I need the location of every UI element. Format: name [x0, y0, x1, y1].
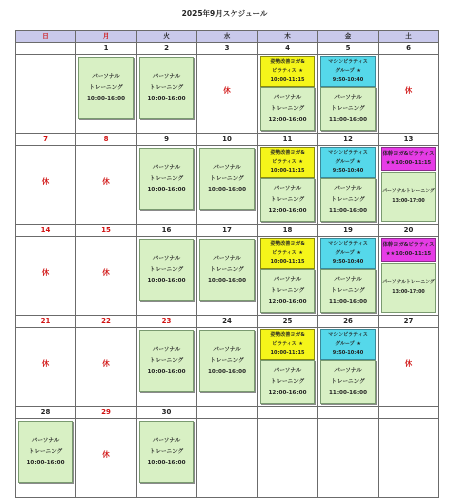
block-time: ★★10:00-11:15 [385, 251, 432, 257]
block-label: 体幹ヨガ&ピラティス [382, 151, 435, 157]
taikan-yoga-block[interactable] [381, 147, 436, 171]
block-label: マシンピラティス [328, 150, 368, 156]
personal-training-block[interactable] [139, 57, 194, 119]
week1-dates-row [16, 43, 439, 55]
block-time: 10:00-16:00 [147, 186, 186, 193]
weekday-mon: 月 [76, 31, 137, 43]
date-cell: 28 [16, 407, 76, 419]
day-cell-empty [258, 419, 318, 498]
block-time: 10:00-16:00 [26, 459, 65, 466]
posture-yoga-block[interactable] [260, 238, 315, 269]
week2-body-row [16, 146, 439, 225]
personal-training-block[interactable] [139, 330, 194, 392]
rest-day-label: 休 [102, 268, 110, 277]
block-time: 10:00-16:00 [147, 95, 186, 102]
personal-training-block[interactable] [199, 239, 255, 301]
date-cell: 15 [76, 225, 137, 237]
block-time: 13:00-17:00 [392, 290, 425, 295]
block-label: ピラティス ★ [272, 68, 303, 74]
block-label: トレーニング [270, 378, 305, 385]
block-label: マシンピラティス [328, 59, 368, 65]
block-time: 9:50-10:40 [332, 350, 364, 356]
date-cell [379, 407, 439, 419]
block-label: 姿勢改善ヨガ& [270, 59, 305, 65]
block-label: パーソナル [152, 164, 181, 171]
date-cell [197, 407, 258, 419]
day-cell [137, 328, 197, 407]
block-label: 姿勢改善ヨガ& [270, 150, 305, 156]
block-label: グループ ★ [335, 250, 361, 256]
block-time: 12:00-16:00 [268, 116, 307, 123]
date-cell [258, 407, 318, 419]
personal-training-block[interactable] [18, 421, 73, 483]
date-cell: 29 [76, 407, 137, 419]
block-label: ピラティス ★ [272, 341, 303, 347]
date-cell: 18 [258, 225, 318, 237]
block-time: 10:00-16:00 [147, 368, 186, 375]
date-cell: 12 [318, 134, 379, 146]
personal-training-block[interactable] [320, 360, 376, 404]
rest-day-label: 休 [102, 177, 110, 186]
day-cell-empty [379, 419, 439, 498]
week4-dates-row [16, 316, 439, 328]
weekday-header-row [16, 31, 439, 43]
personal-training-block[interactable] [139, 148, 194, 210]
rest-day-label: 休 [404, 86, 413, 95]
day-cell [16, 146, 76, 225]
day-cell [76, 55, 137, 134]
personal-training-block[interactable] [260, 269, 315, 313]
block-label: トレーニング [149, 266, 184, 273]
block-label: 姿勢改善ヨガ& [270, 332, 305, 338]
block-label: トレーニング [89, 84, 123, 91]
day-cell [379, 146, 439, 225]
block-label: パーソナルトレーニング [382, 280, 435, 285]
block-label: パーソナル [213, 346, 241, 353]
block-label: トレーニング [149, 84, 184, 91]
date-cell: 3 [197, 43, 258, 55]
day-cell [137, 419, 197, 498]
block-label: グループ ★ [335, 68, 361, 74]
day-cell [197, 55, 258, 134]
block-time: 10:00-11:15 [270, 259, 305, 265]
weekday-sun: 日 [16, 31, 76, 43]
day-cell [318, 55, 379, 134]
block-time: ★★10:00-11:15 [385, 160, 432, 166]
day-cell [137, 237, 197, 316]
day-cell [16, 328, 76, 407]
block-label: グループ ★ [335, 341, 361, 347]
block-label: トレーニング [149, 357, 184, 364]
block-label: マシンピラティス [328, 332, 368, 338]
block-time: 11:00-16:00 [329, 389, 367, 396]
machine-pilates-block[interactable] [320, 147, 376, 178]
day-cell [379, 55, 439, 134]
rest-day-label: 休 [41, 268, 50, 277]
day-cell [76, 237, 137, 316]
day-cell [197, 146, 258, 225]
block-label: トレーニング [331, 287, 365, 294]
block-label: トレーニング [331, 196, 365, 203]
posture-yoga-block[interactable] [260, 329, 315, 360]
date-cell: 30 [137, 407, 197, 419]
block-label: グループ ★ [335, 159, 361, 165]
week3-body-row [16, 237, 439, 316]
date-cell: 13 [379, 134, 439, 146]
day-cell [76, 146, 137, 225]
day-cell [258, 146, 318, 225]
personal-training-block[interactable] [199, 148, 255, 210]
block-time: 10:00-16:00 [208, 277, 246, 284]
rest-day-label: 休 [41, 359, 50, 368]
day-cell [16, 419, 76, 498]
date-cell: 24 [197, 316, 258, 328]
weekday-thu: 木 [258, 31, 318, 43]
date-cell: 1 [76, 43, 137, 55]
block-label: パーソナル [334, 367, 362, 374]
day-cell [197, 237, 258, 316]
personal-training-block[interactable] [260, 178, 315, 222]
block-label: パーソナル [273, 276, 302, 283]
date-cell: 7 [16, 134, 76, 146]
block-time: 11:00-16:00 [329, 116, 367, 123]
block-label: パーソナルトレーニング [382, 189, 435, 194]
day-cell [258, 55, 318, 134]
block-label: マシンピラティス [328, 241, 368, 247]
block-label: トレーニング [331, 105, 365, 112]
day-cell-empty [318, 419, 379, 498]
block-label: トレーニング [270, 287, 305, 294]
day-cell [76, 328, 137, 407]
block-label: パーソナル [273, 185, 302, 192]
block-label: トレーニング [270, 105, 305, 112]
block-time: 9:50-10:40 [332, 259, 364, 265]
block-label: パーソナル [152, 73, 181, 80]
rest-day-label: 休 [404, 359, 413, 368]
page-title: 2025年9月スケジュール [181, 9, 268, 18]
weekday-sat: 土 [379, 31, 439, 43]
date-cell: 11 [258, 134, 318, 146]
date-cell: 16 [137, 225, 197, 237]
block-label: トレーニング [28, 448, 63, 455]
personal-training-block[interactable] [139, 421, 194, 483]
block-label: 体幹ヨガ&ピラティス [382, 242, 435, 248]
date-cell: 2 [137, 43, 197, 55]
block-label: パーソナル [334, 276, 362, 283]
day-cell [258, 328, 318, 407]
day-cell [76, 419, 137, 498]
date-cell: 8 [76, 134, 137, 146]
date-cell: 10 [197, 134, 258, 146]
personal-training-block[interactable] [260, 87, 315, 131]
day-cell [258, 237, 318, 316]
week4-body-row [16, 328, 439, 407]
block-label: ピラティス ★ [272, 159, 303, 165]
block-time: 10:00-16:00 [147, 459, 186, 466]
day-cell [318, 328, 379, 407]
machine-pilates-block[interactable] [320, 56, 376, 87]
date-cell: 21 [16, 316, 76, 328]
day-cell [16, 237, 76, 316]
block-time: 13:00-17:00 [392, 199, 425, 204]
day-cell-empty [197, 419, 258, 498]
day-cell [137, 55, 197, 134]
personal-training-block[interactable] [381, 263, 436, 313]
block-label: パーソナル [213, 255, 241, 262]
week5-dates-row [16, 407, 439, 419]
block-time: 10:00-11:15 [270, 77, 305, 83]
block-label: パーソナル [213, 164, 241, 171]
block-time: 12:00-16:00 [268, 389, 307, 396]
date-cell: 9 [137, 134, 197, 146]
block-label: トレーニング [149, 448, 184, 455]
block-label: パーソナル [334, 94, 362, 101]
personal-training-block[interactable] [139, 239, 194, 301]
posture-yoga-block[interactable] [260, 147, 315, 178]
weekday-wed: 水 [197, 31, 258, 43]
block-time: 10:00-16:00 [208, 368, 246, 375]
weekday-tue: 火 [137, 31, 197, 43]
day-cell-empty [16, 55, 76, 134]
day-cell [137, 146, 197, 225]
date-cell: 22 [76, 316, 137, 328]
date-cell: 14 [16, 225, 76, 237]
date-cell [16, 43, 76, 55]
block-label: トレーニング [270, 196, 305, 203]
block-time: 12:00-16:00 [268, 207, 307, 214]
date-cell: 27 [379, 316, 439, 328]
date-cell: 26 [318, 316, 379, 328]
block-label: 姿勢改善ヨガ& [270, 241, 305, 247]
day-cell [379, 328, 439, 407]
rest-day-label: 休 [102, 450, 110, 459]
personal-training-block[interactable] [381, 172, 436, 222]
block-time: 11:00-16:00 [329, 207, 367, 214]
block-label: トレーニング [210, 357, 244, 364]
date-cell: 17 [197, 225, 258, 237]
block-label: パーソナル [273, 367, 302, 374]
personal-training-block[interactable] [260, 360, 315, 404]
rest-day-label: 休 [41, 177, 50, 186]
block-time: 10:00-11:15 [270, 350, 305, 356]
rest-day-label: 休 [223, 86, 231, 95]
machine-pilates-block[interactable] [320, 238, 376, 269]
taikan-yoga-block[interactable] [381, 238, 436, 262]
personal-training-block[interactable] [320, 178, 376, 222]
block-label: パーソナル [152, 255, 181, 262]
block-label: パーソナル [31, 437, 60, 444]
weekday-fri: 金 [318, 31, 379, 43]
block-label: パーソナル [152, 346, 181, 353]
block-time: 11:00-16:00 [329, 298, 367, 305]
week2-dates-row [16, 134, 439, 146]
block-time: 9:50-10:40 [332, 77, 364, 83]
personal-training-block[interactable] [320, 87, 376, 131]
block-label: トレーニング [149, 175, 184, 182]
day-cell [379, 237, 439, 316]
personal-training-block[interactable] [320, 269, 376, 313]
week5-body-row [16, 419, 439, 498]
date-cell: 20 [379, 225, 439, 237]
block-label: トレーニング [331, 378, 365, 385]
day-cell [318, 237, 379, 316]
date-cell: 5 [318, 43, 379, 55]
block-label: パーソナル [334, 185, 362, 192]
rest-day-label: 休 [102, 359, 110, 368]
block-time: 10:00-16:00 [87, 95, 125, 102]
block-time: 10:00-16:00 [208, 186, 246, 193]
date-cell: 19 [318, 225, 379, 237]
block-time: 12:00-16:00 [268, 298, 307, 305]
block-label: パーソナル [92, 73, 120, 80]
posture-yoga-block[interactable] [260, 56, 315, 87]
day-cell [197, 328, 258, 407]
block-label: パーソナル [273, 94, 302, 101]
block-label: トレーニング [210, 175, 244, 182]
date-cell: 23 [137, 316, 197, 328]
personal-training-block[interactable] [199, 330, 255, 392]
block-label: トレーニング [210, 266, 244, 273]
day-cell [318, 146, 379, 225]
block-label: ピラティス ★ [272, 250, 303, 256]
block-time: 9:50-10:40 [332, 168, 364, 174]
personal-training-block[interactable] [78, 57, 134, 119]
week1-body-row [16, 55, 439, 134]
week3-dates-row [16, 225, 439, 237]
block-time: 10:00-11:15 [270, 168, 305, 174]
calendar-table [15, 30, 439, 498]
date-cell: 4 [258, 43, 318, 55]
machine-pilates-block[interactable] [320, 329, 376, 360]
date-cell: 6 [379, 43, 439, 55]
date-cell [318, 407, 379, 419]
block-label: パーソナル [152, 437, 181, 444]
block-time: 10:00-16:00 [147, 277, 186, 284]
date-cell: 25 [258, 316, 318, 328]
